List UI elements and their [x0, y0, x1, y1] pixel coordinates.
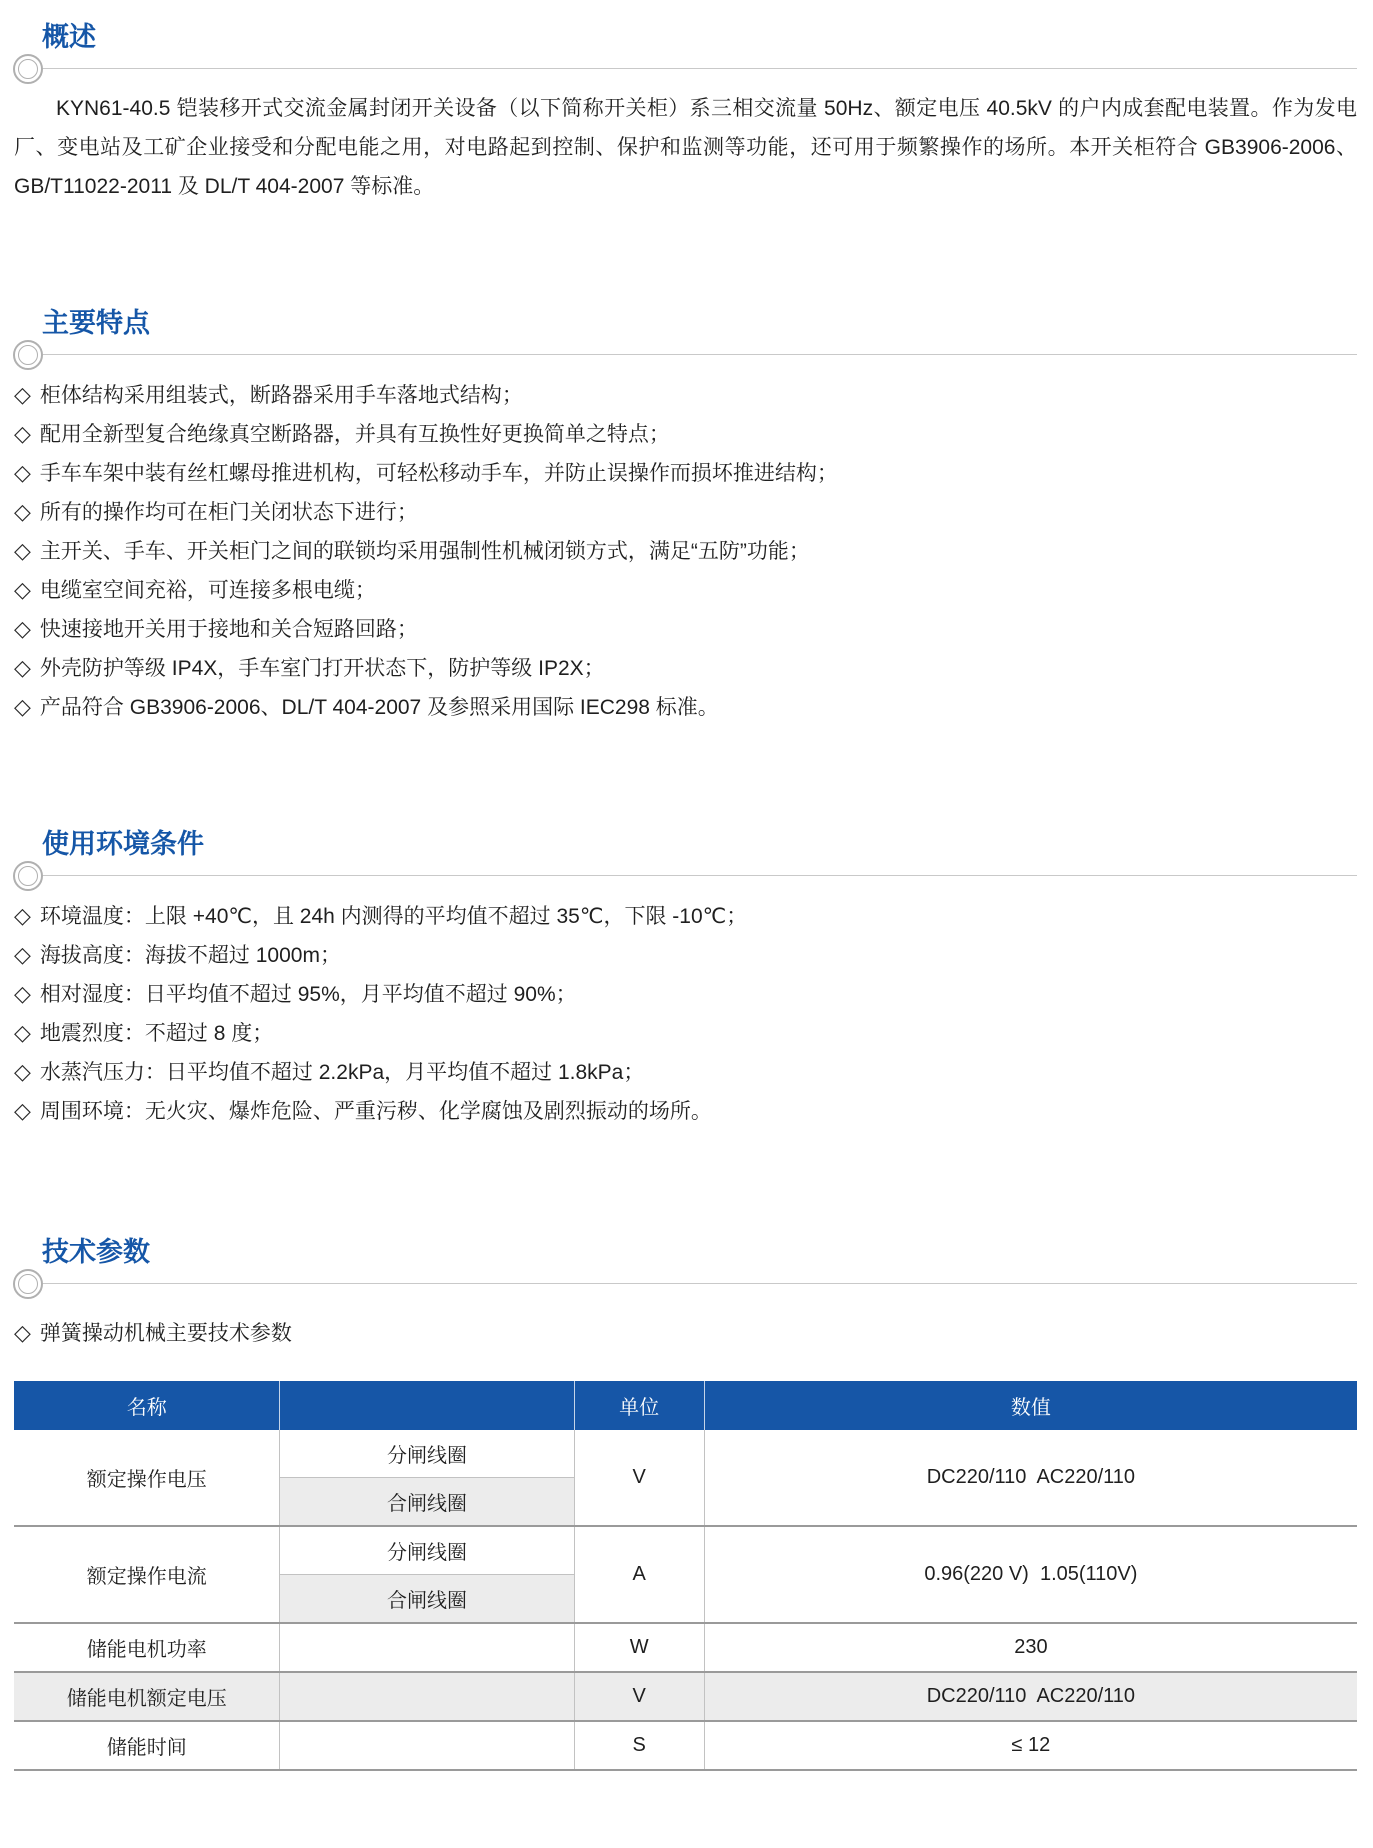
features-list: [14, 376, 1357, 727]
table-header-cell: 数值: [704, 1381, 1357, 1430]
section-divider: [14, 68, 1357, 69]
list-item-text: 周围环境：无火灾、爆炸危险、严重污秽、化学腐蚀及剧烈振动的场所。: [39, 1100, 712, 1123]
param-subname-cell: [280, 1672, 574, 1721]
section-title-overview: 概述: [42, 22, 96, 52]
double-circle-icon: [13, 861, 43, 891]
list-item-text: 主开关、手车、开关柜门之间的联锁均采用强制性机械闭锁方式，满足“五防”功能；: [39, 540, 810, 563]
list-item-text: 海拔高度：海拔不超过 1000m；: [39, 944, 341, 967]
param-name-cell: 储能电机额定电压: [14, 1672, 280, 1721]
section-title-parameters: 技术参数: [42, 1237, 150, 1267]
param-subname-cell: [280, 1721, 574, 1770]
section-title-environment: 使用环境条件: [42, 829, 204, 859]
parameters-subtitle-item: [14, 1314, 1357, 1353]
list-item-text: 配用全新型复合绝缘真空断路器，并具有互换性好更换简单之特点；: [39, 423, 670, 446]
section-environment-header: [14, 827, 1357, 876]
param-unit-cell: S: [574, 1721, 704, 1770]
list-item-text: 快速接地开关用于接地和关合短路回路；: [39, 618, 418, 641]
param-unit-cell: V: [574, 1430, 704, 1526]
table-header-cell: 名称: [14, 1381, 280, 1430]
list-item: [14, 571, 1357, 610]
list-item: [14, 1014, 1357, 1053]
list-item: [14, 493, 1357, 532]
param-value-cell: DC220/110 AC220/110: [704, 1672, 1357, 1721]
list-item-text: 相对湿度：日平均值不超过 95%，月平均值不超过 90%；: [39, 983, 577, 1006]
list-item: [14, 415, 1357, 454]
param-name-cell: 额定操作电流: [14, 1526, 280, 1623]
table-header-row: [14, 1381, 1357, 1430]
section-overview-header: [14, 20, 1357, 69]
list-item: [14, 1053, 1357, 1092]
list-item-text: 外壳防护等级 IP4X，手车室门打开状态下，防护等级 IP2X；: [39, 657, 605, 680]
list-item: [14, 975, 1357, 1014]
table-header-cell: 单位: [574, 1381, 704, 1430]
list-item-text: 手车车架中装有丝杠螺母推进机构，可轻松移动手车，并防止误操作而损坏推进结构；: [39, 462, 838, 485]
diamond-bullet-icon: ◇: [14, 577, 31, 602]
param-unit-cell: A: [574, 1526, 704, 1623]
diamond-bullet-icon: ◇: [14, 538, 31, 563]
diamond-bullet-icon: ◇: [14, 616, 31, 641]
diamond-bullet-icon: ◇: [14, 1020, 31, 1045]
param-value-cell: ≤ 12: [704, 1721, 1357, 1770]
diamond-bullet-icon: ◇: [14, 460, 31, 485]
table-body: [14, 1430, 1357, 1770]
section-title-features: 主要特点: [42, 308, 150, 338]
section-divider: [14, 1283, 1357, 1284]
table-row: [14, 1721, 1357, 1770]
param-subname-cell: 合闸线圈: [280, 1478, 574, 1527]
diamond-bullet-icon: ◇: [14, 499, 31, 524]
list-item-text: 电缆室空间充裕，可连接多根电缆；: [39, 579, 376, 602]
param-value-cell: 0.96(220 V) 1.05(110V): [704, 1526, 1357, 1623]
list-item: [14, 532, 1357, 571]
section-divider: [14, 875, 1357, 876]
diamond-bullet-icon: ◇: [14, 1098, 31, 1123]
diamond-bullet-icon: ◇: [14, 382, 31, 407]
diamond-bullet-icon: ◇: [14, 655, 31, 680]
param-name-cell: 储能电机功率: [14, 1623, 280, 1672]
table-row: [14, 1430, 1357, 1478]
double-circle-icon: [13, 340, 43, 370]
param-unit-cell: V: [574, 1672, 704, 1721]
diamond-bullet-icon: ◇: [14, 903, 31, 928]
spring-mechanism-parameters-table: [14, 1381, 1357, 1771]
table-row: [14, 1526, 1357, 1575]
list-item-text: 所有的操作均可在柜门关闭状态下进行；: [39, 501, 418, 524]
list-item: [14, 454, 1357, 493]
list-item-text: 产品符合 GB3906-2006、DL/T 404-2007 及参照采用国际 IEC298 标准。: [39, 696, 719, 719]
table-row: [14, 1672, 1357, 1721]
list-item-text: 地震烈度：不超过 8 度；: [39, 1022, 274, 1045]
param-subname-cell: 分闸线圈: [280, 1526, 574, 1575]
section-parameters-header: [14, 1235, 1357, 1284]
diamond-bullet-icon: ◇: [14, 694, 31, 719]
section-features-header: [14, 306, 1357, 355]
parameters-subtitle: 弹簧操动机械主要技术参数: [39, 1322, 292, 1345]
table-head: [14, 1381, 1357, 1430]
param-name-cell: 额定操作电压: [86, 1469, 207, 1491]
parameters-subtitle-row: [14, 1314, 1357, 1353]
param-value-cell: 230: [704, 1623, 1357, 1672]
double-circle-icon: [13, 54, 43, 84]
diamond-bullet-icon: ◇: [14, 1059, 31, 1084]
list-item-text: 水蒸汽压力：日平均值不超过 2.2kPa，月平均值不超过 1.8kPa；: [39, 1061, 645, 1084]
list-item: [14, 688, 1357, 727]
table-row: [14, 1623, 1357, 1672]
overview-paragraph: KYN61-40.5 铠装移开式交流金属封闭开关设备（以下简称开关柜）系三相交流量 50Hz、额定电压 40.5kV 的户内成套配电装置。作为发电厂、变电站及工矿企业接受和分配电能之用，对电路起到控制、保护和监测等功能，还可用于频繁操作的场所。本开关柜符合 GB3906-2006、GB/T11022-2011 及 DL/T 404-2007 等标准。: [14, 97, 1357, 198]
list-item: [14, 1092, 1357, 1131]
environment-list: [14, 897, 1357, 1131]
param-name-cell: 储能时间: [14, 1721, 280, 1770]
param-unit-cell: W: [574, 1623, 704, 1672]
param-subname-cell: [280, 1623, 574, 1672]
list-item: [14, 610, 1357, 649]
section-features: [14, 306, 1357, 727]
list-item-text: 柜体结构采用组装式，断路器采用手车落地式结构；: [39, 384, 523, 407]
diamond-bullet-icon: ◇: [14, 942, 31, 967]
section-environment: [14, 827, 1357, 1131]
section-divider: [14, 354, 1357, 355]
diamond-bullet-icon: ◇: [14, 1320, 31, 1345]
param-subname-cell: 分闸线圈: [280, 1430, 574, 1478]
list-item: [14, 376, 1357, 415]
list-item-text: 环境温度：上限 +40℃，且 24h 内测得的平均值不超过 35℃，下限 -10℃；: [39, 905, 748, 928]
list-item: [14, 936, 1357, 975]
list-item: [14, 649, 1357, 688]
section-parameters: [14, 1235, 1357, 1771]
param-value-cell: DC220/110 AC220/110: [704, 1430, 1357, 1526]
section-overview: [14, 20, 1357, 206]
diamond-bullet-icon: ◇: [14, 981, 31, 1006]
param-subname-cell: 合闸线圈: [280, 1575, 574, 1624]
diamond-bullet-icon: ◇: [14, 421, 31, 446]
table-header-cell: [280, 1381, 574, 1430]
list-item: [14, 897, 1357, 936]
double-circle-icon: [13, 1269, 43, 1299]
